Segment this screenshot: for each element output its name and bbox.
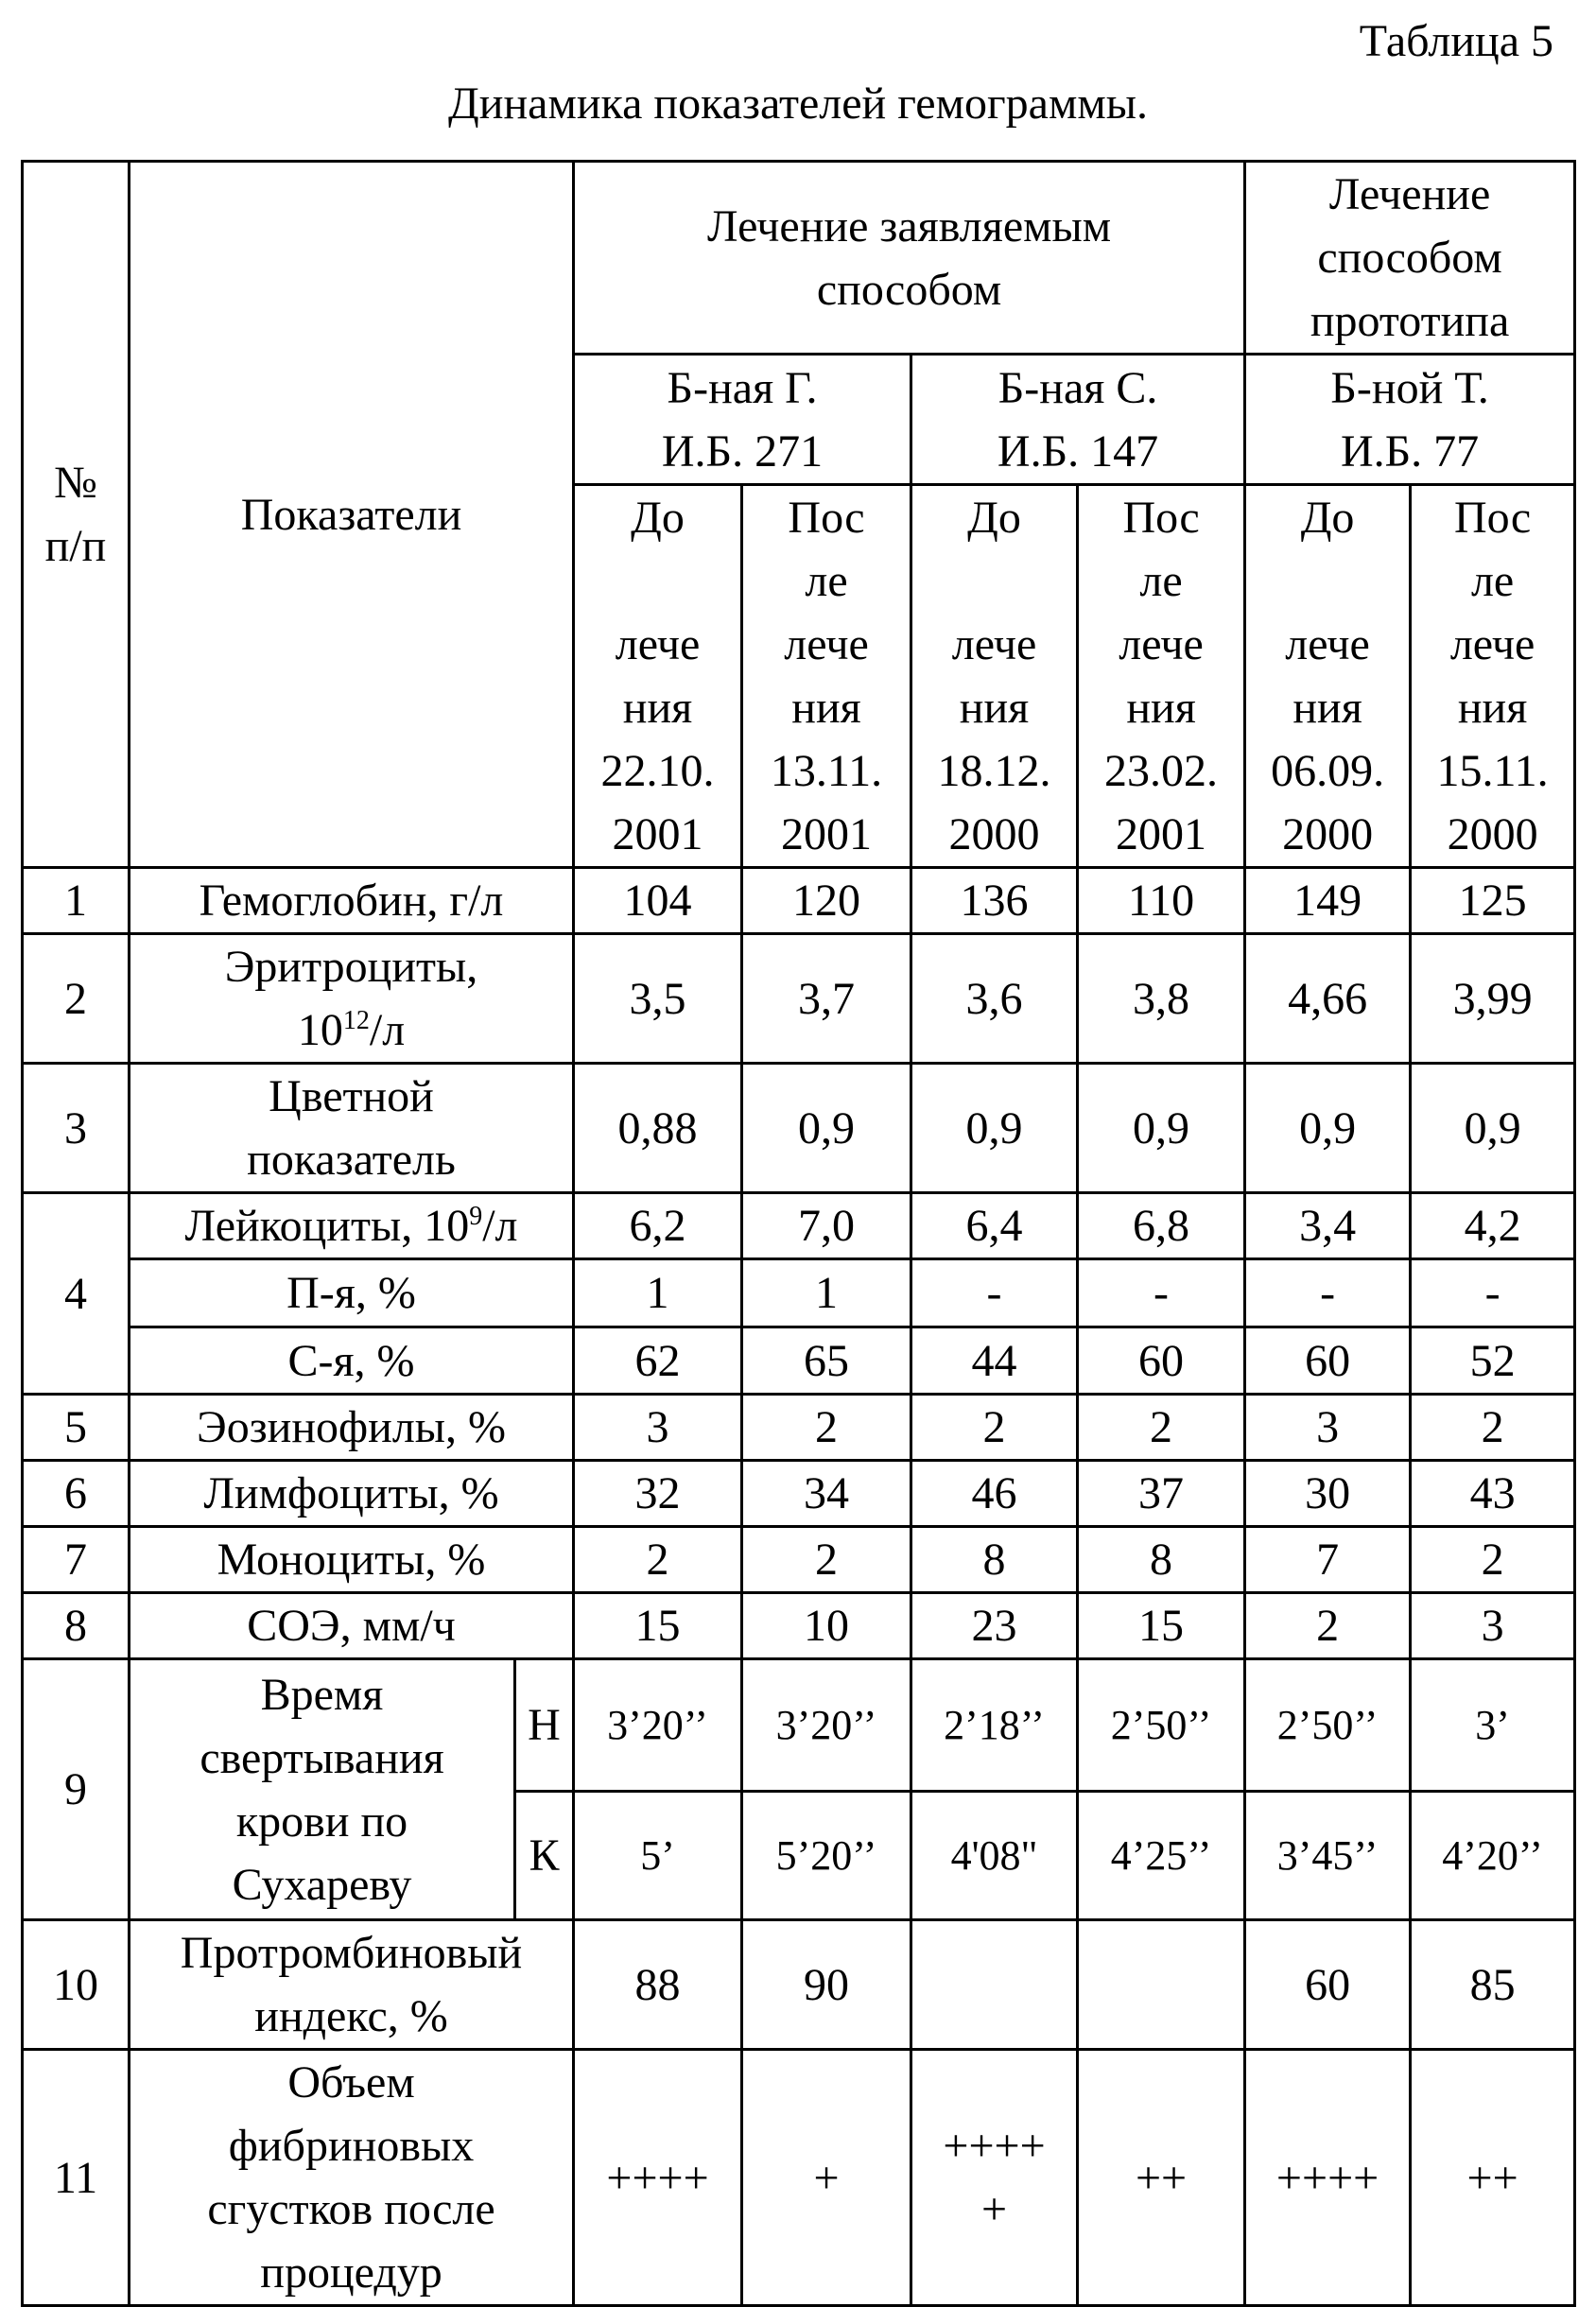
cell: 10 — [742, 1593, 911, 1659]
row-label — [130, 934, 574, 1064]
row-label: С-я, % — [130, 1327, 574, 1395]
cell: 23 — [911, 1593, 1078, 1659]
row-label-text: Эритроциты, — [225, 942, 478, 992]
cell: 2’50’’ — [1245, 1659, 1411, 1792]
row-label-unit: 10 — [298, 1005, 343, 1055]
table-caption: Таблица 5 — [1360, 13, 1553, 70]
table-row — [23, 2050, 1575, 2306]
cell: 60 — [1245, 1327, 1411, 1395]
cell: ++++ + — [911, 2050, 1078, 2306]
cell: 2 — [1411, 1527, 1575, 1593]
cell: 2 — [574, 1527, 742, 1593]
row-label-text: Лейкоциты, 10 — [185, 1201, 470, 1251]
cell: 44 — [911, 1327, 1078, 1395]
cell: 0,9 — [911, 1064, 1078, 1193]
cell: - — [911, 1259, 1078, 1327]
table-row — [23, 1327, 1575, 1395]
cell: 110 — [1078, 868, 1245, 934]
cell: 4,2 — [1411, 1193, 1575, 1259]
cell — [911, 1920, 1078, 2050]
cell: 6,2 — [574, 1193, 742, 1259]
header-stage: До лече ния 22.10. 2001 — [574, 485, 742, 868]
cell: 2 — [911, 1395, 1078, 1461]
row-label: П-я, % — [130, 1259, 574, 1327]
row-sublabel: Н — [515, 1659, 574, 1792]
cell: 3,7 — [742, 934, 911, 1064]
cell: 2’50’’ — [1078, 1659, 1245, 1792]
row-num: 3 — [23, 1064, 130, 1193]
cell: - — [1245, 1259, 1411, 1327]
cell: 90 — [742, 1920, 911, 2050]
table-row — [23, 1527, 1575, 1593]
cell: 3,99 — [1411, 934, 1575, 1064]
cell: 0,9 — [1078, 1064, 1245, 1193]
cell: 3,8 — [1078, 934, 1245, 1064]
cell: 104 — [574, 868, 742, 934]
cell: 43 — [1411, 1461, 1575, 1527]
row-label-exponent: 12 — [343, 1006, 370, 1035]
cell: 7,0 — [742, 1193, 911, 1259]
header-stage: Пос ле лече ния 23.02. 2001 — [1078, 485, 1245, 868]
cell: 1 — [574, 1259, 742, 1327]
cell: - — [1078, 1259, 1245, 1327]
cell: 4’25’’ — [1078, 1792, 1245, 1920]
hemogram-table — [21, 160, 1576, 2307]
cell: 3,4 — [1245, 1193, 1411, 1259]
header-stage: До лече ния 06.09. 2000 — [1245, 485, 1411, 868]
header-stage: Пос ле лече ния 13.11. 2001 — [742, 485, 911, 868]
cell: ++ — [1411, 2050, 1575, 2306]
row-num: 7 — [23, 1527, 130, 1593]
row-label: Эозинофилы, % — [130, 1395, 574, 1461]
row-label: Время свертывания крови по Сухареву — [130, 1659, 515, 1920]
header-patient: Б-ной Т. И.Б. 77 — [1245, 355, 1575, 485]
cell: 8 — [911, 1527, 1078, 1593]
cell: 52 — [1411, 1327, 1575, 1395]
header-patient: Б-ная Г. И.Б. 271 — [574, 355, 911, 485]
row-num: 1 — [23, 868, 130, 934]
header-stage: Пос ле лече ния 15.11. 2000 — [1411, 485, 1575, 868]
table-row — [23, 1593, 1575, 1659]
cell: 4,66 — [1245, 934, 1411, 1064]
cell: 149 — [1245, 868, 1411, 934]
cell: 5’20’’ — [742, 1792, 911, 1920]
cell: 0,9 — [742, 1064, 911, 1193]
row-num: 5 — [23, 1395, 130, 1461]
cell: 3 — [1411, 1593, 1575, 1659]
cell: 136 — [911, 868, 1078, 934]
cell — [1078, 1920, 1245, 2050]
row-label-unit-suffix: /л — [482, 1201, 517, 1251]
row-sublabel: К — [515, 1792, 574, 1920]
cell: 30 — [1245, 1461, 1411, 1527]
row-num: 8 — [23, 1593, 130, 1659]
cell: 3’45’’ — [1245, 1792, 1411, 1920]
row-num: 9 — [23, 1659, 130, 1920]
cell: 34 — [742, 1461, 911, 1527]
header-stage: До лече ния 18.12. 2000 — [911, 485, 1078, 868]
row-num: 2 — [23, 934, 130, 1064]
row-label: Моноциты, % — [130, 1527, 574, 1593]
cell: - — [1411, 1259, 1575, 1327]
cell: 8 — [1078, 1527, 1245, 1593]
row-label: Объем фибриновых сгустков после процедур — [130, 2050, 574, 2306]
table-row — [23, 1064, 1575, 1193]
cell: 2 — [742, 1527, 911, 1593]
cell: 4’20’’ — [1411, 1792, 1575, 1920]
cell: 2 — [1411, 1395, 1575, 1461]
cell: 2’18’’ — [911, 1659, 1078, 1792]
cell: 120 — [742, 868, 911, 934]
cell: + — [742, 2050, 911, 2306]
cell: 4'08" — [911, 1792, 1078, 1920]
row-num: 4 — [23, 1193, 130, 1395]
cell: 2 — [1078, 1395, 1245, 1461]
row-label-unit-suffix: /л — [370, 1005, 405, 1055]
table-title: Динамика показателей гемограммы. — [0, 76, 1596, 132]
row-label-exponent: 9 — [469, 1202, 482, 1231]
cell: 85 — [1411, 1920, 1575, 2050]
row-num: 11 — [23, 2050, 130, 2306]
table-row — [23, 1461, 1575, 1527]
cell: 2 — [742, 1395, 911, 1461]
cell: 32 — [574, 1461, 742, 1527]
table-row — [23, 934, 1575, 1064]
header-indicator: Показатели — [130, 162, 574, 868]
cell: 2 — [1245, 1593, 1411, 1659]
cell: 46 — [911, 1461, 1078, 1527]
cell: 3’ — [1411, 1659, 1575, 1792]
cell: 5’ — [574, 1792, 742, 1920]
table-row — [23, 1659, 1575, 1792]
cell: ++++ — [1245, 2050, 1411, 2306]
cell: 0,9 — [1411, 1064, 1575, 1193]
table-row — [23, 868, 1575, 934]
cell: 60 — [1078, 1327, 1245, 1395]
cell: 62 — [574, 1327, 742, 1395]
row-label: Протромбиновый индекс, % — [130, 1920, 574, 2050]
row-label — [130, 1193, 574, 1259]
table-row — [23, 1920, 1575, 2050]
cell: 1 — [742, 1259, 911, 1327]
table-row — [23, 1193, 1575, 1259]
cell: 3,5 — [574, 934, 742, 1064]
row-label: Цветной показатель — [130, 1064, 574, 1193]
cell: 3 — [574, 1395, 742, 1461]
header-patient: Б-ная С. И.Б. 147 — [911, 355, 1245, 485]
header-group-claimed: Лечение заявляемым способом — [574, 162, 1245, 355]
row-label: СОЭ, мм/ч — [130, 1593, 574, 1659]
cell: 3’20’’ — [574, 1659, 742, 1792]
cell: 37 — [1078, 1461, 1245, 1527]
cell: ++ — [1078, 2050, 1245, 2306]
cell: 6,8 — [1078, 1193, 1245, 1259]
cell: 88 — [574, 1920, 742, 2050]
cell: 3’20’’ — [742, 1659, 911, 1792]
cell: 15 — [574, 1593, 742, 1659]
row-num: 6 — [23, 1461, 130, 1527]
cell: 3,6 — [911, 934, 1078, 1064]
cell: ++++ — [574, 2050, 742, 2306]
cell: 0,9 — [1245, 1064, 1411, 1193]
cell: 60 — [1245, 1920, 1411, 2050]
header-num: № п/п — [23, 162, 130, 868]
header-group-prototype: Лечение способом прототипа — [1245, 162, 1575, 355]
cell: 3 — [1245, 1395, 1411, 1461]
row-label: Лимфоциты, % — [130, 1461, 574, 1527]
cell: 65 — [742, 1327, 911, 1395]
cell: 15 — [1078, 1593, 1245, 1659]
row-label: Гемоглобин, г/л — [130, 868, 574, 934]
row-num: 10 — [23, 1920, 130, 2050]
cell: 0,88 — [574, 1064, 742, 1193]
table-row — [23, 1259, 1575, 1327]
cell: 7 — [1245, 1527, 1411, 1593]
cell: 125 — [1411, 868, 1575, 934]
table-row — [23, 1395, 1575, 1461]
cell: 6,4 — [911, 1193, 1078, 1259]
